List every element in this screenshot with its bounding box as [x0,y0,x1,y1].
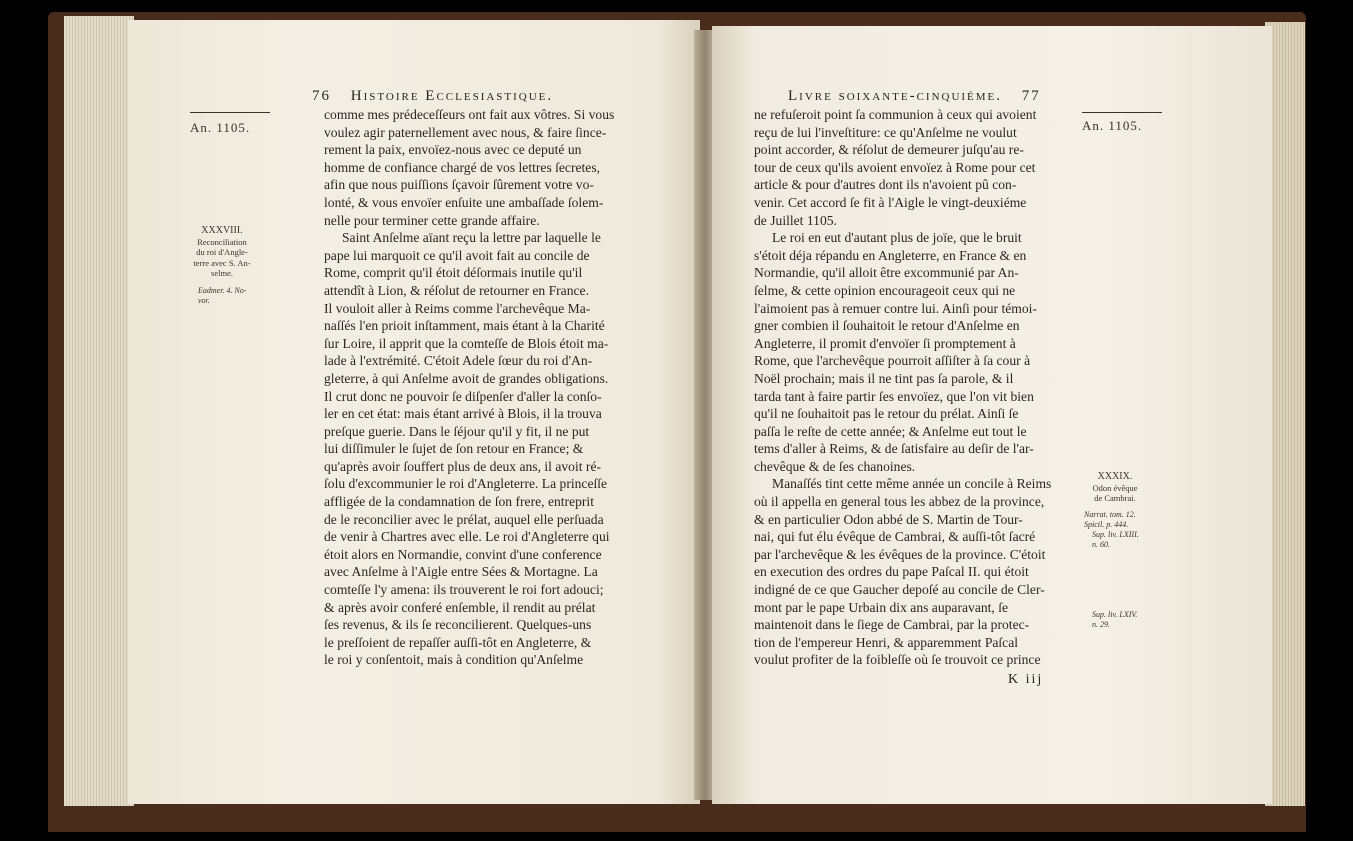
margin-line: de Cambrai. [1094,493,1136,503]
margin-ref-line [1084,550,1139,610]
left-page-edges [64,16,134,822]
text-line: avec Anſelme à l'Aigle entre Sées & Mortagne. La [324,564,598,580]
text-line: Le roi en eut d'autant plus de joïe, que le bruit [772,230,1022,246]
text-line: étoit alors en Normandie, convint d'une conference [324,546,602,562]
text-line: gner combien il ſouhaitoit le retour d'Anſelme en [754,318,1020,334]
left-margin-rule [190,112,270,113]
margin-line: terre avec S. An- [193,257,251,268]
text-line: Noël prochain; mais il ne tint pas ſa parole, & il [754,370,1014,386]
margin-ref-line: Spicil. p. 444. [1084,520,1129,529]
right-margin-section [1080,472,1150,504]
text-line: afin que nous puiſſions ſçavoir ſûrement votre vo- [324,177,594,193]
text-line: tems d'aller à Reims, & de ſatisfaire au deſir de l'ar- [754,441,1034,457]
book-bottom [48,806,1306,832]
left-year-note: An. 1105. [190,120,251,135]
text-line: attendît à Lion, & réſolut de retourner en France. [324,282,589,298]
text-line: ſes revenus, & ils ſe reconcilierent. Quelques-uns [324,617,592,633]
right-margin-references [1084,510,1139,630]
text-line: tarda tant à faire partir ſes envoïez, que l'on vit bien [754,388,1034,404]
text-line: Normandie, qu'il alloit être excommunié par An- [754,265,1019,281]
text-line: ſolu d'excommunier le roi d'Angleterre. La princeſſe [324,476,608,492]
section-number: XXXVIII. [201,225,243,236]
text-line: de le reconcilier avec le prélat, auquel elle perſuada [324,511,604,527]
margin-line: du roi d'Angle- [196,247,248,257]
text-line: ſur Loire, il apprit que la comteſſe de Blois étoit ma- [324,335,609,351]
margin-ref-line: Sup. liv. LXIII. [1092,530,1139,539]
right-running-head [788,88,1041,105]
text-line: Manaſſés tint cette même année un concile à Reims [772,476,1052,492]
right-margin-rule [1082,112,1162,113]
left-page [128,20,700,804]
text-line: où il appella en general tous les abbez de la province, [754,494,1045,510]
text-line: lui diſſimuler le ſujet de ſon retour en France; & [324,441,584,457]
text-line: comteſſe l'y amena: ils trouverent le roi fort adouci; [324,582,604,598]
text-line: & après avoir conferé enſemble, il rendit au prélat [324,599,596,615]
text-line: par l'archevêque & les évêques de la province. C'étoit [754,546,1046,562]
text-line: comme mes prédeceſſeurs ont fait aux vôtres. Si vous [324,107,615,122]
left-margin-section [190,226,254,279]
text-line: voulut profiter de la foibleſſe où ſe trouvoit ce prince [754,652,1041,668]
text-line: indigné de ce que Gaucher depoſé au concile de Cler- [754,582,1045,598]
text-line: paſſa le reſte de cette année; & Anſelme eut tout le [754,423,1027,439]
right-running-title: Livre soixante-cinquiéme. [788,88,1003,104]
text-line: qu'il ne ſouhaitoit pas le retour du prélat. Ainſi ſe [754,406,1019,422]
right-year-note: An. 1105. [1082,118,1143,133]
text-line: gleterre, à qui Anſelme avoit de grandes obligations. [324,370,609,386]
right-page [712,26,1272,804]
text-line: rement la paix, envoïez-nous avec ce deputé un [324,142,582,158]
margin-line: Reconciliation [197,236,247,247]
text-line: voulez agir paternellement avec nous, & faire ſince- [324,124,607,140]
margin-line: selme. [211,268,233,278]
left-running-head [312,88,553,105]
text-line: l'aimoient pas à remuer contre lui. Ainſi pour témoi- [754,300,1037,316]
left-body-text [324,106,614,669]
text-line: lonté, & vous envoïer enſuite une ambaſſade ſolem- [324,194,604,210]
text-line: venir. Cet accord ſe fit à l'Aigle le vingt-deuxiéme [754,194,1027,210]
section-number: XXXIX. [1097,471,1133,482]
text-line: s'étoit déja répandu en Angleterre, en France & en [754,247,1027,263]
text-line: de venir à Chartres avec elle. Le roi d'Angleterre qui [324,529,610,545]
text-line: point accorder, & réſolut de demeurer juſqu'au re- [754,142,1024,158]
left-running-title: Histoire Ecclesiastique. [350,88,554,104]
text-line: & en particulier Odon abbé de S. Martin de Tour- [754,511,1023,527]
text-line: chevêque & de ſes chanoines. [754,458,916,474]
text-line: ne refuſeroit point ſa communion à ceux qui avoient [754,107,1037,122]
text-line: tour de ceux qu'ils avoient envoïez à Rome pour cet [754,159,1036,175]
text-line: nelle pour terminer cette grande affaire. [324,212,540,228]
text-line: reçu de lui l'inveſtiture: ce qu'Anſelme ne voulut [754,124,1017,140]
right-page-number: 77 [1021,88,1041,104]
text-line: Angleterre, il promit d'envoïer ſi promptement à [754,335,1016,351]
page-signature: K iij [1008,672,1044,687]
margin-ref-line: Eadmer. 4. No- [198,286,247,295]
text-line: en execution des ordres du pape Paſcal II. qui étoit [754,564,1029,580]
text-line: lade à l'extrémité. C'étoit Adele ſœur du roi d'An- [324,353,593,369]
text-line: mont par le pape Urbain dix ans auparavant, ſe [754,599,1009,615]
text-line: naſſés l'en prioit inſtamment, mais étant à la Charité [324,318,605,334]
margin-ref-line: Sup. liv. LXIV. [1092,610,1138,619]
text-line: Il crut donc ne pouvoir ſe diſpenſer d'aller la conſo- [324,388,602,404]
text-line: de Juillet 1105. [754,212,837,228]
text-line: Il vouloit aller à Reims comme l'archevêque Ma- [324,300,591,316]
text-line: preſque guerie. Dans le ſéjour qu'il y fit, il ne put [324,423,590,439]
margin-ref-line: n. 60. [1092,540,1110,549]
text-line: article & pour d'autres dont ils n'avoient pû con- [754,177,1017,193]
text-line: Saint Anſelme aïant reçu la lettre par laquelle le [342,230,601,246]
left-page-number: 76 [312,88,331,104]
margin-line: Odon évêque [1092,482,1138,493]
text-line: le roi y conſentoit, mais à condition qu'Anſelme [324,652,584,668]
left-margin-reference [198,286,246,306]
margin-ref-line: Narrat. tom. 12. [1084,510,1136,519]
right-body-text [754,106,1051,669]
text-line: maintenoit dans le ſiege de Cambrai, par la protec- [754,617,1030,633]
text-line: Rome, comprit qu'il étoit déſormais inutile qu'il [324,265,583,281]
text-line: ſelme, & cette opinion encourageoit ceux qui ne [754,282,1016,298]
margin-ref-line: n. 29. [1092,620,1110,629]
text-line: Rome, que l'archevêque pourroit aſſiſter à ſa cour à [754,353,1031,369]
text-line: pape lui marquoit ce qu'il avoit fait au concile de [324,247,590,263]
text-line: affligée de la condamnation de ſon frere, entreprit [324,494,594,510]
margin-ref-line: vor. [198,296,210,305]
text-line: nai, qui fut élu évêque de Cambrai, & auſſi-tôt ſacré [754,529,1036,545]
text-line: qu'après avoir ſouffert plus de deux ans, il avoit ré- [324,458,602,474]
text-line: le preſſoient de repaſſer auſſi-tôt en Angleterre, & [324,634,592,650]
text-line: homme de confiance chargé de vos lettres ſecretes, [324,159,601,175]
text-line: tion de l'empereur Henri, & apparemment Paſcal [754,634,1019,650]
text-line: ler en cet état: mais étant arrivé à Blois, il la trouva [324,406,602,422]
